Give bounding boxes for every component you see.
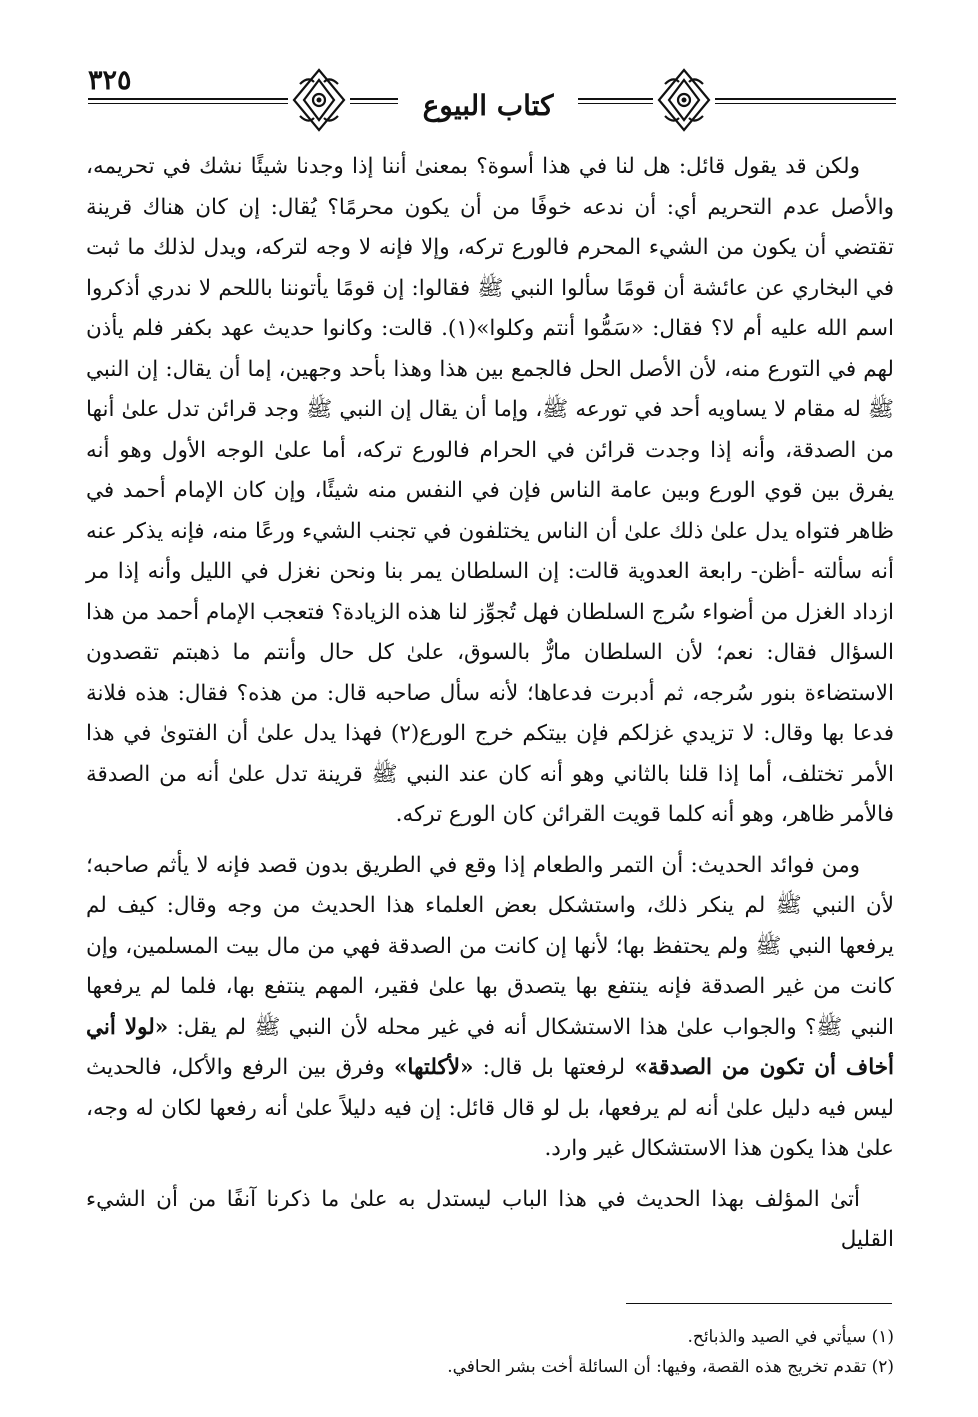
hadith-quote-2: «لأكلتها» — [393, 1055, 474, 1080]
hadith-quote-1: «لولا أني أخاف أن تكون من الصدقة» — [86, 1014, 895, 1080]
ornament-right-icon — [653, 64, 715, 136]
paragraph-1: ولكن قد يقول قائل: هل لنا في هذا أسوة؟ بمعنىٰ أننا إذا وجدنا شيئًا نشك في تحريمه، والأصل عدم التحريم أي: أن ندعه خوفًا من أن يكون محرمًا؟ يُقال: إن كان هناك قرينة تقتضي أن يكون من الشيء المحرم فالورع تركه، وإلا فإنه لا وجه لتركه، ويدل لذلك ما ثبت في البخاري عن عائشة أن قومًا سألوا النبي ﷺ فقالوا: إن قومًا يأتوننا باللحم لا ندري أذكروا اسم الله عليه أم لا؟ فقال: «سَمُّوا أنتم وكلوا»(١). قالت: وكانوا حديث عهد بكفر فلم يأذن لهم في التورع منه، لأن الأصل الحل فالجمع بين هذا وهذا بأحد وجهين، إما أن يقال: إن النبي ﷺ له مقام لا يساويه أحد في تورعه ﷺ، وإما أن يقال إن النبي ﷺ وجد قرائن تدل علىٰ أنها من الصدقة، وأنه إذا وجدت قرائن في الحرام فالورع تركه، أما علىٰ الوجه الأول وهو أنه يفرق بين قوي الورع وبين عامة الناس فإن في النفس منه شيئًا، وإن كان الإمام أحمد في ظاهر فتواه يدل علىٰ ذلك علىٰ أن الناس يختلفون في تجنب الشيء ورعًا منه، فإنه يذكر عنه أنه سألته -أظن- رابعة العدوية قالت: إن السلطان يمر بنا ونحن نغزل في الليل وأنه إذا مر ازداد الغزل من أضواء سُرج السلطان فهل تُجوِّز لنا هذه الزيادة؟ فتعجب الإمام أحمد من هذا السؤال فقال: نعم؛ لأن السلطان مارٌّ بالسوق، علىٰ كل حال وأنتم ما ذهبتم تقصدون الاستضاءة بنور سُرجه، ثم أدبرت فدعاها؛ لأنه سأل صاحبه قال: من هذه؟ فقال: هذه فلانة فدعا بها وقال: لا تزيدي غزلكم فإن بيتكم خرج الورع(٢) فهذا يدل علىٰ أن الفتوىٰ في هذا الأمر تختلف، أما إذا قلنا بالثاني وهو أنه كان عند النبي ﷺ قرينة تدل علىٰ أنه من الصدقة فالأمر ظاهر، وهو أنه كلما قويت القرائن كان الورع تركه. — [86, 154, 895, 827]
paragraph-3: أتىٰ المؤلف بهذا الحديث في هذا الباب ليستدل به علىٰ ما ذكرنا آنفًا من أن الشيء القليل — [86, 1186, 894, 1252]
footnote-2: (٢) تقدم تخريج هذه القصة، وفيها: أن السائلة أخت بشر الحافي. — [447, 1357, 894, 1377]
paragraph-2 — [86, 846, 894, 1170]
paragraph-2-part-a: ومن فوائد الحديث: أن التمر والطعام إذا وقع في الطريق بدون قصد فإنه لا يأثم صاحبه؛ لأن النبي ﷺ لم ينكر ذلك، واستشكل بعض العلماء هذا الحديث من وجه وقال: كيف لم يرفعها النبي ﷺ ولم يحتفظ بها؛ لأنها إن كانت من الصدقة فهي من مال بيت المسلمين، وإن كانت من غير الصدقة فإنه ينتفع بها يتصدق بها علىٰ فقير، المهم ينتفع بها، فلما لم يرفعها النبي ﷺ؟ والجواب علىٰ هذا الاستشكال أنه في غير محله لأن النبي ﷺ لم يقل: — [86, 852, 894, 1040]
footnote-1: (١) سيأتي في الصيد والذبائح. — [687, 1327, 894, 1347]
main-text — [86, 147, 894, 1261]
running-title: كتاب البيوع — [398, 86, 578, 126]
footnotes — [86, 1322, 894, 1382]
footnote-divider — [626, 1303, 892, 1304]
page-header — [88, 64, 896, 142]
paragraph-2-part-b: لرفعتها بل قال: — [473, 1055, 635, 1080]
ornament-left-icon — [288, 64, 350, 136]
paragraph-2-part-c: وفرق بين الرفع والأكل، فالحديث ليس فيه دليل علىٰ أنه لم يرفعها، بل لو قال قائل: إن فيه دليلاً علىٰ أنه رفعها لكان له وجه، علىٰ هذا يكون هذا الاستشكال غير وارد. — [86, 1055, 894, 1161]
page-number: ٣٢٥ — [88, 66, 186, 96]
